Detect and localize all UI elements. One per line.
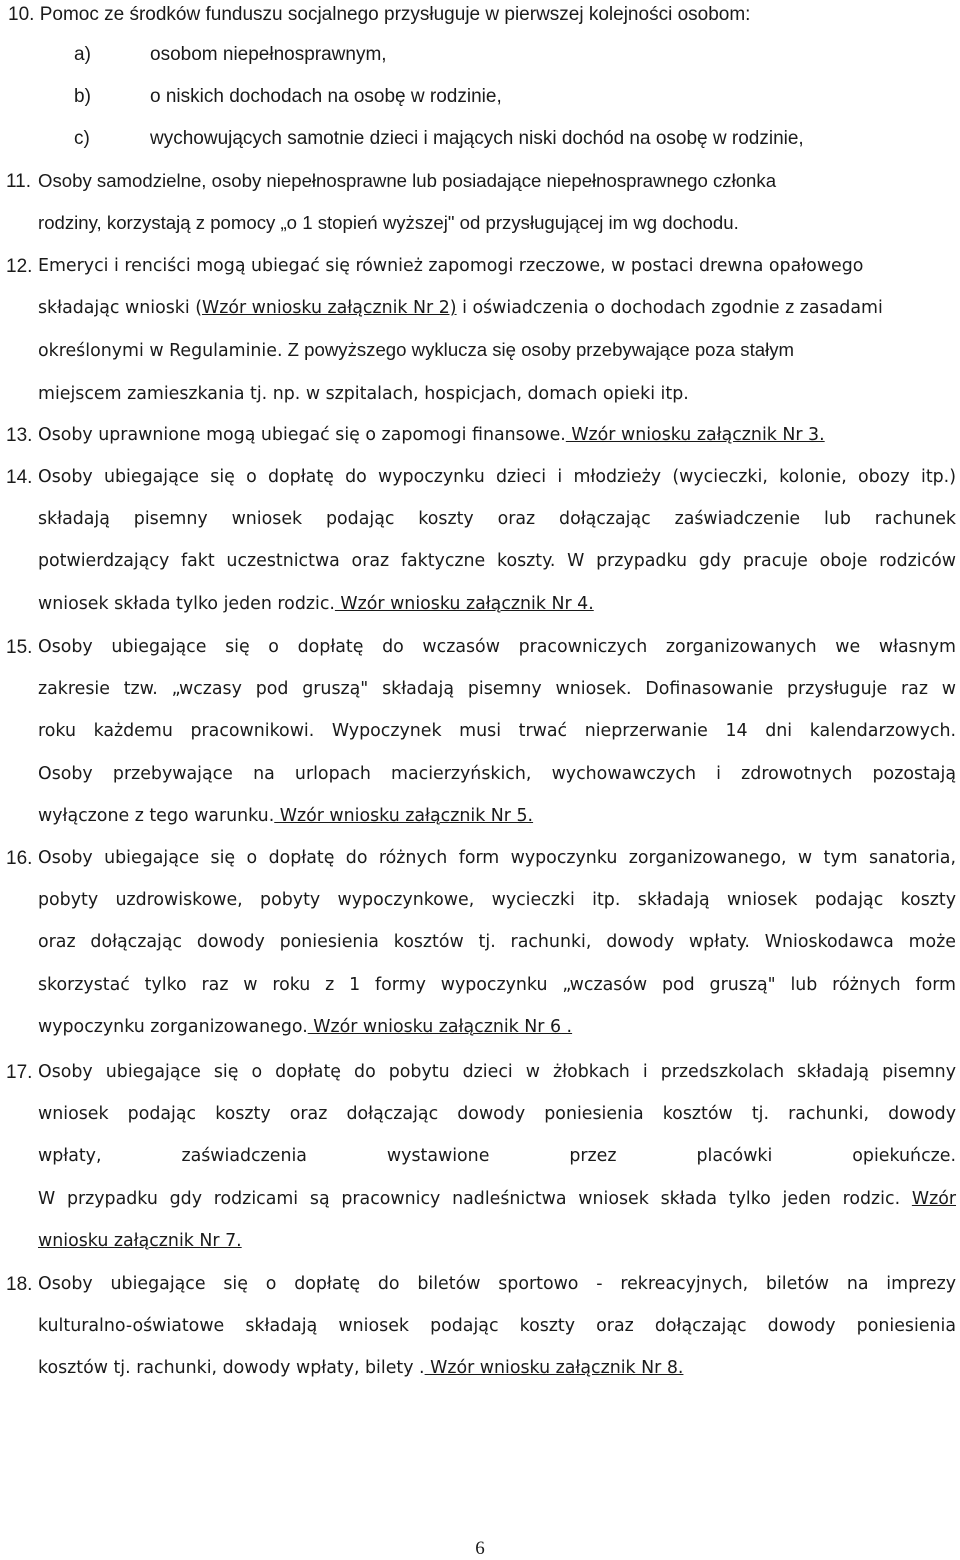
paragraph-number: 12. [6, 256, 33, 277]
text-span: składając wnioski ( [38, 298, 202, 319]
list-letter: b) [74, 86, 91, 107]
text-line: Osoby przebywające na urlopach macierzyńskich, wychowawczych i zdrowotnych pozostają [38, 763, 956, 784]
text-line [38, 414, 956, 456]
form-link-7[interactable]: Wzór [911, 1188, 956, 1209]
text-line: wpłaty, zaświadczenia wystawione przez placówki opiekuńcze. [38, 1146, 956, 1167]
text-line [38, 329, 956, 372]
text-line: miejscem zamieszkania tj. np. w szpitalach, hospicjach, domach opieki itp. [38, 383, 689, 404]
text-span: Osoby uprawnione mogą ubiegać się o zapomogi finansowe. [38, 425, 566, 445]
text-line: Osoby ubiegające się o dopłatę do wczasów pracowniczych zorganizowanych we własnym [38, 637, 956, 657]
text-line [38, 1178, 956, 1220]
text-line: Osoby ubiegające się o dopłatę do różnych form wypoczynku zorganizowanego, w tym sanatoria, [38, 848, 956, 868]
form-link-6[interactable]: Wzór wniosku załącznik Nr 6 [307, 1016, 562, 1037]
text-line [38, 1006, 956, 1048]
text-span: . [561, 1016, 573, 1037]
paragraph-text [38, 414, 956, 456]
list-text: o niskich dochodach na osobę w rodzinie, [150, 86, 502, 107]
list-item-c [74, 128, 934, 152]
text-line: składają pisemny wniosek podając koszty oraz dołączając zaświadczenie lub rachunek [38, 509, 956, 530]
text-line [38, 583, 956, 625]
text-line: Osoby ubiegające się o dopłatę do pobytu dzieci w żłobkach i przedszkolach składają pisemny [38, 1062, 956, 1082]
paragraph-number: 16. [6, 848, 33, 869]
paragraph-text [38, 1263, 956, 1390]
paragraph-number: 13. [6, 425, 33, 446]
form-link-4[interactable]: Wzór wniosku załącznik Nr 4. [334, 593, 594, 614]
form-link-2[interactable]: Wzór wniosku załącznik Nr 2) [202, 298, 457, 319]
text-span: Z powyższego wyklucza się osoby przebywające poza stałym [282, 339, 795, 361]
paragraph-text [38, 245, 956, 415]
text-line [38, 287, 956, 329]
paragraph-text [38, 160, 956, 244]
text-line: pobyty uzdrowiskowe, pobyty wypoczynkowe, wycieczki itp. składają wniosek podając koszty [38, 890, 956, 911]
paragraph-text [38, 626, 956, 837]
text-span: W przypadku gdy rodzicami są pracownicy nadleśnictwa wniosek składa tylko jeden rodzic. [38, 1188, 901, 1209]
list-letter: a) [74, 44, 91, 65]
text-span: wypoczynku zorganizowanego. [38, 1016, 308, 1037]
paragraph-10 [8, 4, 750, 26]
paragraph-number: 15. [6, 637, 33, 658]
text-line: Emeryci i renciści mogą ubiegać się również zapomogi rzeczowe, w postaci drewna opałowego [38, 256, 864, 276]
text-line: roku każdemu pracownikowi. Wypoczynek musi trwać nieprzerwanie 14 dni kalendarzowych. [38, 721, 956, 742]
text-line: Osoby samodzielne, osoby niepełnosprawne lub posiadające niepełnosprawnego członka [38, 170, 777, 191]
text-line: Osoby ubiegające się o dopłatę do wypoczynku dzieci i młodzieży (wycieczki, kolonie, obozy itp.) [38, 467, 956, 487]
list-item-b [74, 86, 934, 110]
text-line [38, 1347, 956, 1389]
text-line: rodziny, korzystają z pomocy „o 1 stopień wyższej" od przysługującej im wg dochodu. [38, 212, 739, 234]
paragraph-number: 10. [8, 4, 35, 25]
paragraph-text [38, 456, 956, 625]
paragraph-number: 18. [6, 1274, 33, 1295]
text-line [38, 1220, 956, 1262]
text-line: wniosek podając koszty oraz dołączając dowody poniesienia kosztów tj. rachunki, dowody [38, 1104, 956, 1125]
paragraph-text [38, 1051, 956, 1262]
text-line: skorzystać tylko raz w roku z 1 formy wypoczynku „wczasów pod gruszą" lub różnych form [38, 974, 956, 995]
list-item-a [74, 44, 934, 68]
paragraph-number: 17. [6, 1062, 33, 1083]
form-link-7-cont[interactable]: wniosku załącznik Nr 7. [38, 1230, 242, 1251]
text-span: określonymi w Regulaminie. [38, 341, 283, 362]
text-line: zakresie tzw. „wczasy pod gruszą" składają pisemny wniosek. Dofinasowanie przysługuje raz w [38, 679, 956, 700]
text-span: kosztów tj. rachunki, dowody wpłaty, bilety . [38, 1358, 425, 1379]
text-line: potwierdzający fakt uczestnictwa oraz faktyczne koszty. W przypadku gdy pracuje oboje rodziców [38, 551, 956, 572]
list-text: wychowujących samotnie dzieci i mających niski dochód na osobę w rodzinie, [150, 128, 804, 149]
paragraph-number: 14. [6, 467, 33, 488]
paragraph-text: Pomoc ze środków funduszu socjalnego przysługuje w pierwszej kolejności osobom: [39, 4, 751, 25]
text-line: kulturalno-oświatowe składają wniosek podając koszty oraz dołączając dowody poniesienia [38, 1316, 956, 1337]
form-link-8[interactable]: Wzór wniosku załącznik Nr 8. [424, 1358, 684, 1379]
paragraph-number: 11. [6, 171, 32, 192]
paragraph-text [38, 837, 956, 1048]
text-span: wniosek składa tylko jeden rodzic. [38, 593, 335, 614]
text-line: oraz dołączając dowody poniesienia kosztów tj. rachunki, dowody wpłaty. Wnioskodawca może [38, 932, 956, 953]
form-link-3[interactable]: Wzór wniosku załącznik Nr 3. [565, 425, 825, 445]
text-span: i oświadczenia o dochodach zgodnie z zasadami [456, 298, 883, 319]
form-link-5[interactable]: Wzór wniosku załącznik Nr 5. [274, 805, 534, 826]
list-letter: c) [74, 128, 90, 149]
text-line: Osoby ubiegające się o dopłatę do biletów sportowo - rekreacyjnych, biletów na imprezy [38, 1274, 956, 1294]
text-span: wyłączone z tego warunku. [38, 805, 275, 826]
text-line [38, 795, 956, 837]
page-number: 6 [475, 1538, 485, 1559]
list-text: osobom niepełnosprawnym, [150, 44, 387, 65]
